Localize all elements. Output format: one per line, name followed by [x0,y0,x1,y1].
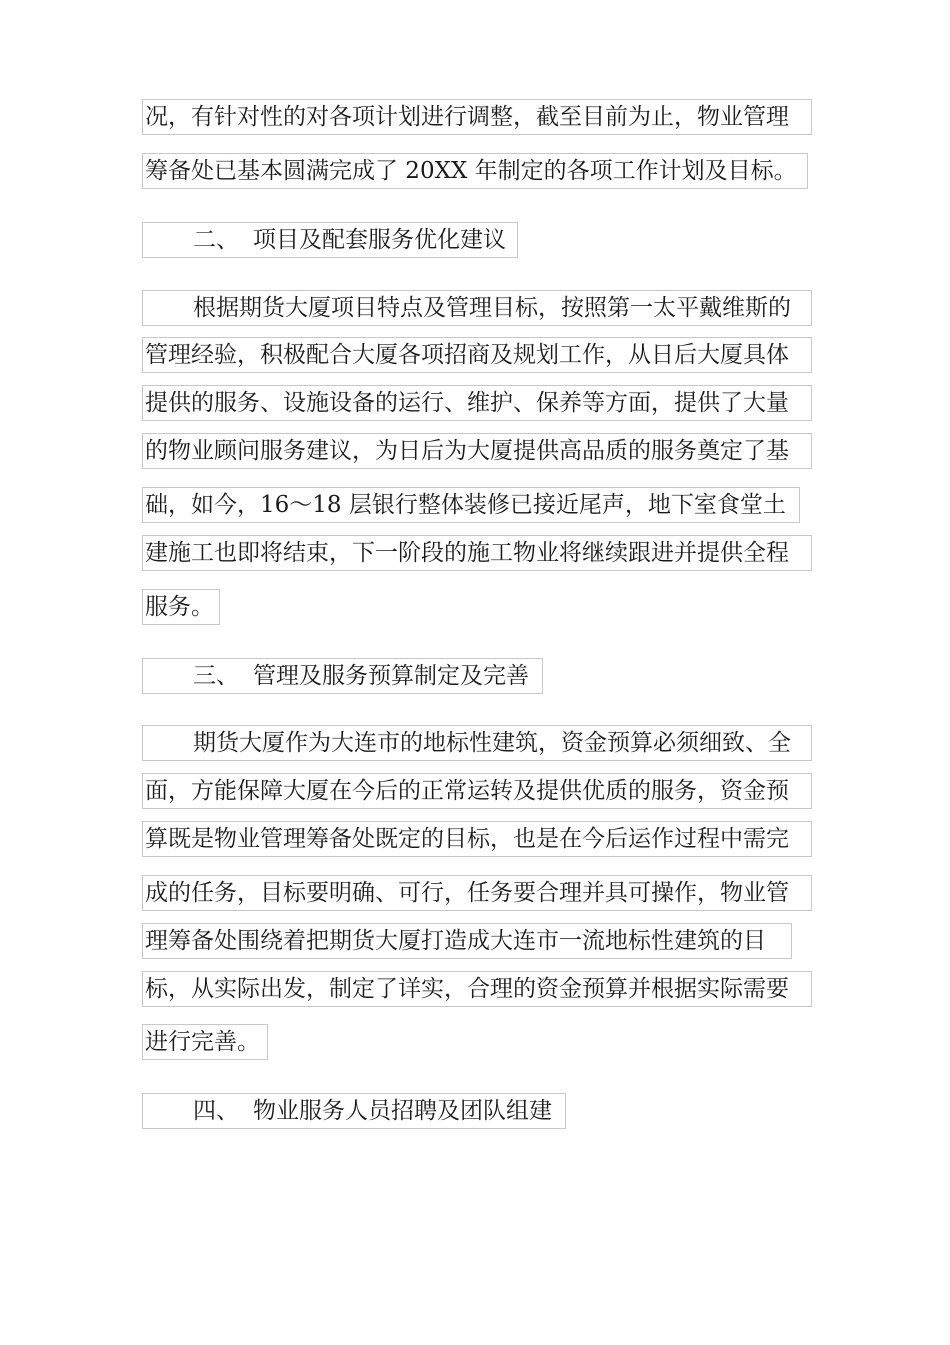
text-line: 根据期货大厦项目特点及管理目标，按照第一太平戴维斯的 [142,290,812,326]
section-number: 四、 [193,1098,239,1124]
text-line: 理筹备处围绕着把期货大厦打造成大连市一流地标性建筑的目 [142,923,792,959]
text-line: 筹备处已基本圆满完成了 20XX 年制定的各项工作计划及目标。 [142,153,808,189]
text-line: 成的任务，目标要明确、可行，任务要合理并具可操作，物业管 [142,875,812,911]
text-line: 的物业顾问服务建议，为日后为大厦提供高品质的服务奠定了基 [142,433,812,469]
text-line: 管理经验，积极配合大厦各项招商及规划工作，从日后大厦具体 [142,337,812,373]
text-line: 期货大厦作为大连市的地标性建筑，资金预算必须细致、全 [142,725,812,761]
text-line: 服务。 [142,589,220,625]
text-line: 面，方能保障大厦在今后的正常运转及提供优质的服务，资金预 [142,773,812,809]
section-heading [142,658,543,694]
text-line: 础，如今，16～18 层银行整体装修已接近尾声，地下室食堂土 [142,487,800,523]
section-number: 三、 [193,663,239,689]
text-line: 况，有针对性的对各项计划进行调整，截至目前为止，物业管理 [142,99,812,135]
text-line: 提供的服务、设施设备的运行、维护、保养等方面，提供了大量 [142,385,812,421]
section-title: 管理及服务预算制定及完善 [253,663,529,689]
section-heading [142,222,518,258]
text-line: 算既是物业管理筹备处既定的目标，也是在今后运作过程中需完 [142,821,812,857]
section-number: 二、 [193,227,239,253]
text-line: 进行完善。 [142,1024,268,1060]
text-line: 标，从实际出发，制定了详实，合理的资金预算并根据实际需要 [142,971,812,1007]
section-heading [142,1093,566,1129]
section-title: 项目及配套服务优化建议 [253,227,506,253]
text-line: 建施工也即将结束，下一阶段的施工物业将继续跟进并提供全程 [142,535,812,571]
section-title: 物业服务人员招聘及团队组建 [253,1098,552,1124]
